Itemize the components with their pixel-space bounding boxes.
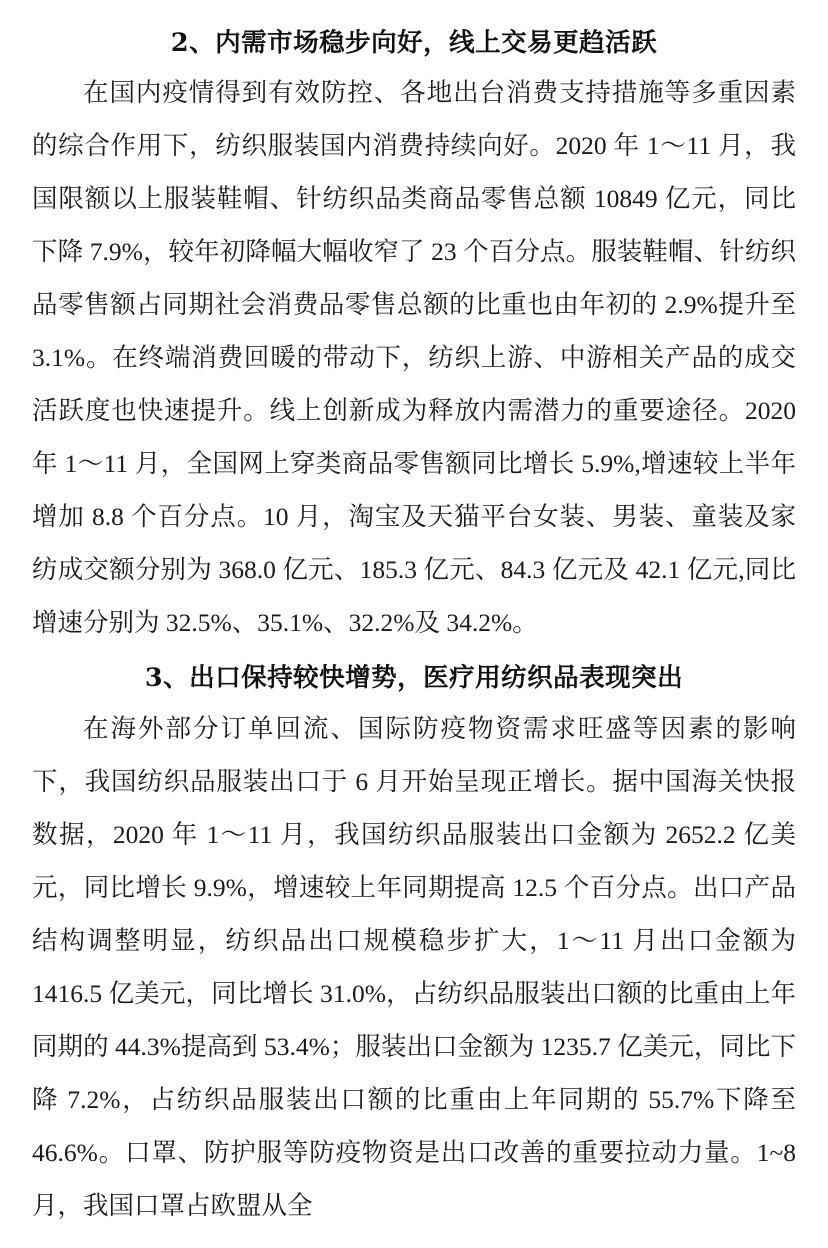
section-2-paragraph-1: 在国内疫情得到有效防控、各地出台消费支持措施等多重因素的综合作用下，纺织服装国内消费持续向好。2020 年 1～11 月，我国限额以上服装鞋帽、针纺织品类商品零售总额 10849 亿元，同比下降 7.9%，较年初降幅大幅收窄了 23 个百分点。服装鞋帽、针纺织品零售额占同期社会消费品零售总额的比重也由年初的 2.9%提升至 3.1%。在终端消费回暖的带动下，纺织上游、中游相关产品的成交活跃度也快速提升。线上创新成为释放内需潜力的重要途径。2020 年 1～11 月，全国网上穿类商品零售额同比增长 5.9%,增速较上半年增加 8.8 个百分点。10 月，淘宝及天猫平台女装、男装、童装及家纺成交额分别为 368.0 亿元、185.3 亿元、84.3 亿元及 42.1 亿元,同比增速分别为 32.5%、35.1%、32.2%及 34.2%。 [32, 78, 796, 638]
section-heading-2: 2、内需市场稳步向好，线上交易更趋活跃 [170, 28, 658, 58]
section-heading-3: 3、出口保持较快增势，医疗用纺织品表现突出 [144, 663, 684, 694]
section-3-paragraph-1: 在海外部分订单回流、国际防疫物资需求旺盛等因素的影响下，我国纺织品服装出口于 6 月开始呈现正增长。据中国海关快报数据，2020 年 1～11 月，我国纺织品服装出口金额为 2652.2 亿美元，同比增长 9.9%，增速较上年同期提高 12.5 个百分点。出口产品结构调整明显，纺织品出口规模稳步扩大，1～11 月出口金额为 1416.5 亿美元，同比增长 31.0%，占纺织品服装出口额的比重由上年同期的 44.3%提高到 53.4%；服装出口金额为 1235.7 亿美元，同比下降 7.2%，占纺织品服装出口额的比重由上年同期的 55.7%下降至 46.6%。口罩、防护服等防疫物资是出口改善的重要拉动力量。1~8 月，我国口罩占欧盟从全 [32, 713, 796, 1220]
